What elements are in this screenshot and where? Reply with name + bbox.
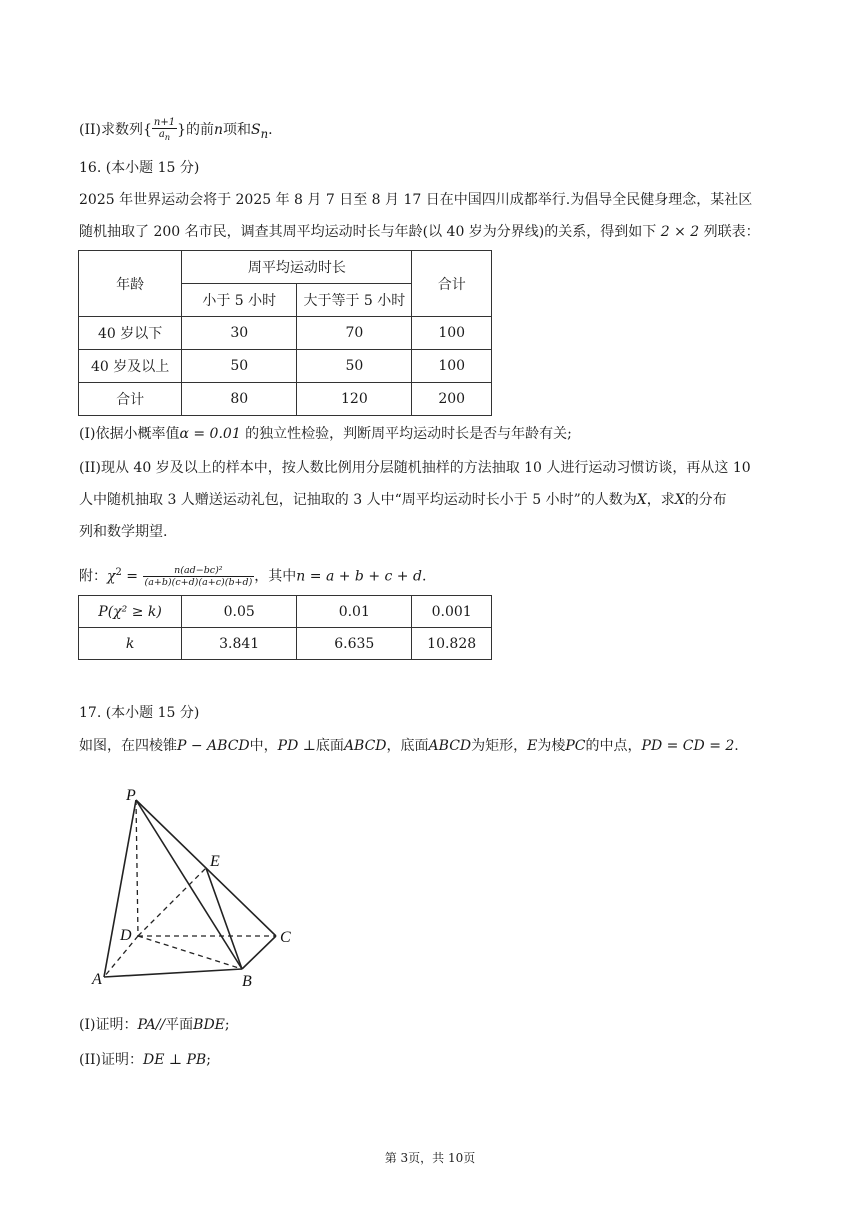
edge-BC (242, 936, 276, 969)
label-A: A (92, 971, 102, 988)
q17-header: 17. (本小题 15 分) (79, 705, 200, 721)
q16-part1: (I)依据小概率值α = 0.01 的独立性检验，判断周平均运动时长是否与年龄有关; (79, 426, 572, 442)
label-C: C (280, 929, 291, 946)
sub-more: 大于等于 5 小时 (297, 284, 412, 317)
edge-AB (104, 969, 242, 977)
q16-header: 16. (本小题 15 分) (79, 160, 200, 176)
table-row: 40 岁及以上 50 50 100 (79, 350, 492, 383)
label-B: B (242, 973, 252, 990)
edge-PD (136, 800, 138, 936)
q16-part2-line3: 列和数学期望. (79, 524, 168, 540)
q16-part2-line1: (II)现从 40 岁及以上的样本中，按人数比例用分层随机抽样的方法抽取 10 人进行运动习惯访谈，再从这 10 (79, 460, 751, 476)
label-D: D (120, 927, 132, 944)
page-footer: 第 3页，共 10页 (384, 1151, 476, 1165)
table-row: k 3.841 6.635 10.828 (79, 628, 492, 660)
table-row: P(χ² ≥ k) 0.05 0.01 0.001 (79, 596, 492, 628)
edge-BE (206, 868, 242, 969)
q16-appendix: 附：$\chi^2$ = $\frac{\text{n(ad−bc)²}}{(a+b)(c+d)(a+c)(b+d)}$ ，其中n = a + b + c + d. (79, 565, 427, 589)
q16-stem-line1: 2025 年世界运动会将于 2025 年 8 月 7 日至 8 月 17 日在中国四川成都举行.为倡导全民健身理念，某社区 (79, 192, 753, 208)
table-row: 合计 80 120 200 (79, 383, 492, 416)
table-row: 40 岁以下 30 70 100 (79, 317, 492, 350)
q17-stem: 如图，在四棱锥P − ABCD中，PD ⊥底面ABCD，底面ABCD为矩形，E为棱PC的中点，PD = CD = 2. (79, 738, 739, 754)
edge-PA (104, 800, 136, 977)
fraction: $\frac{n+1}{a_n}$ (153, 117, 176, 142)
q17-part1: (I)证明：PA//平面BDE; (79, 1017, 230, 1033)
edge-DE (138, 868, 206, 936)
q16-stem-line2: 随机抽取了 200 名市民，调查其周平均运动时长与年龄(以 40 岁为分界线)的关系，得到如下 2 × 2 列联表： (79, 224, 760, 240)
sub-less: 小于 5 小时 (182, 284, 297, 317)
edge-DB (138, 936, 242, 969)
label-E: E (210, 853, 220, 870)
critical-value-table (78, 595, 492, 660)
label-P: P (126, 787, 136, 804)
pyramid-figure (88, 784, 318, 994)
q17-part2: (II)证明：DE ⊥ PB; (79, 1052, 211, 1068)
chi-square-fraction: $\frac{\text{n(ad−bc)²}}{(a+b)(c+d)(a+c)(b+d)}$ (144, 565, 253, 589)
head-total: 合计 (412, 251, 492, 317)
q16-part2-line2: 人中随机抽取 3 人赠送运动礼包，记抽取的 3 人中“周平均运动时长小于 5 小时”的人数为X，求X的分布 (79, 492, 727, 508)
contingency-table (78, 250, 492, 416)
head-age: 年龄 (79, 251, 182, 317)
head-group: 周平均运动时长 (182, 251, 412, 284)
q15-part2: (II)求数列{ $\frac{n+1}{a_n}$ }的前n项和$S_n$. (79, 117, 273, 142)
